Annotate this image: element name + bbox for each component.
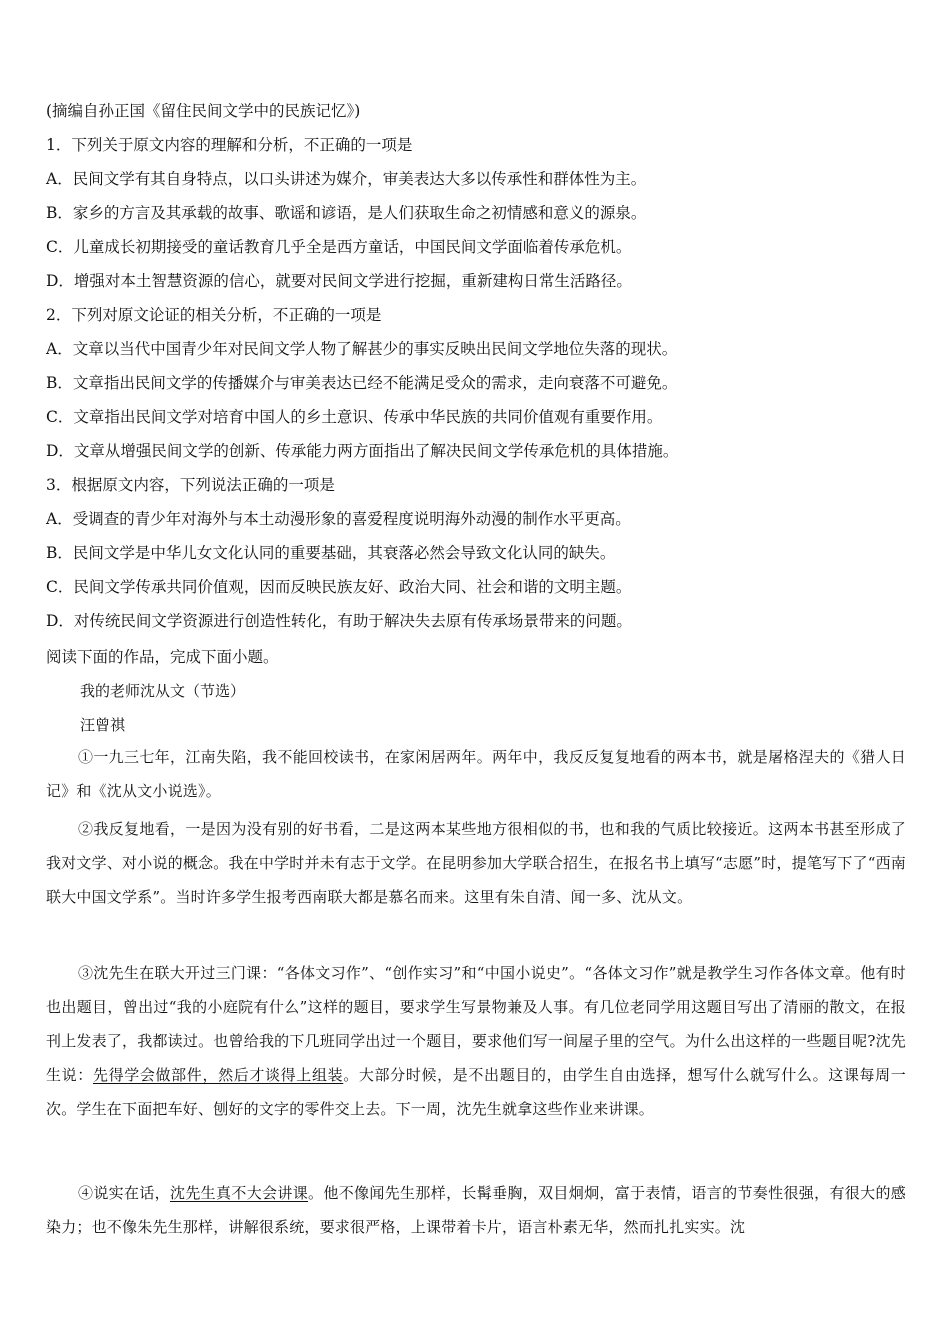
question-3-option-a: A．受调查的青少年对海外与本土动漫形象的喜爱程度说明海外动漫的制作水平更高。 [46, 510, 631, 528]
question-1-option-a: A．民间文学有其自身特点，以口头讲述为媒介，审美表达大多以传承性和群体性为主。 [46, 170, 647, 188]
essay-author: 汪曾祺 [80, 716, 126, 734]
source-note: (摘编自孙正国《留住民间文学中的民族记忆》) [46, 102, 361, 120]
essay-paragraph-4 [46, 1176, 906, 1244]
essay-paragraph-2: ②我反复地看，一是因为没有别的好书看，二是这两本某些地方很相似的书，也和我的气质比较接近。这两本书甚至形成了我对文学、对小说的概念。我在中学时并未有志于文学。在昆明参加大学联合招生，在报名书上填写“志愿”时，提笔写下了“西南联大中国文学系”。当时许多学生报考西南联大都是慕名而来。这里有朱自清、闻一多、沈从文。 [46, 820, 906, 906]
question-1-option-b: B．家乡的方言及其承载的故事、歌谣和谚语，是人们获取生命之初情感和意义的源泉。 [46, 204, 647, 222]
paragraph-4-text-end: 。他不像闻先生那样，长髯垂胸，双目炯炯，富于表情，语言的节奏性很强，有很大的感染力；也不像朱先生那样，讲解很系统，要求很严格，上课带着卡片，语言朴素无华，然而扎扎实实。沈 [46, 1184, 906, 1236]
question-1-stem: 1．下列关于原文内容的理解和分析，不正确的一项是 [46, 136, 413, 154]
essay-title: 我的老师沈从文（节选） [80, 682, 246, 700]
question-1-option-c: C．儿童成长初期接受的童话教育几乎全是西方童话，中国民间文学面临着传承危机。 [46, 238, 632, 256]
question-1-option-d: D．增强对本土智慧资源的信心，就要对民间文学进行挖掘，重新建构日常生活路径。 [46, 272, 632, 290]
question-3-option-b: B．民间文学是中华儿女文化认同的重要基础，其衰落必然会导致文化认同的缺失。 [46, 544, 616, 562]
essay-paragraph-3 [46, 956, 906, 1126]
reading-instruction: 阅读下面的作品，完成下面小题。 [46, 648, 279, 666]
question-2-stem: 2．下列对原文论证的相关分析，不正确的一项是 [46, 306, 382, 324]
paragraph-3-text-end: 。大部分时候，是不出题目的，由学生自由选择，想写什么就写什么。这课每周一次。学生在下面把车好、刨好的文字的零件交上去。下一周，沈先生就拿这些作业来讲课。 [46, 1066, 906, 1118]
question-2-option-d: D．文章从增强民间文学的创新、传承能力两方面指出了解决民间文学传承危机的具体措施。 [46, 442, 679, 460]
question-3-stem: 3．根据原文内容，下列说法正确的一项是 [46, 476, 335, 494]
underlined-quote-components: 先得学会做部件，然后才谈得上组装 [92, 1066, 344, 1084]
question-3-option-c: C．民间文学传承共同价值观，因而反映民族友好、政治大同、社会和谐的文明主题。 [46, 578, 632, 596]
question-2-option-a: A．文章以当代中国青少年对民间文学人物了解甚少的事实反映出民间文学地位失落的现状。 [46, 340, 678, 358]
underlined-phrase-teaching: 沈先生真不大会讲课 [170, 1184, 309, 1202]
paragraph-3-text-start: ③沈先生在联大开过三门课：“各体文习作”、“创作实习”和“中国小说史”。“各体文习作”就是教学生习作各体文章。他有时也出题目，曾出过“我的小庭院有什么”这样的题目，要求学生写景物兼及人事。有几位老同学用这题目写出了清丽的散文，在报刊上发表了，我都读过。也曾给我的下几班同学出过一个题目，要求他们写一间屋子里的空气。为什么出这样的一些题目呢?沈先生说： [46, 964, 906, 1084]
essay-paragraph-1: ①一九三七年，江南失陷，我不能回校读书，在家闲居两年。两年中，我反反复复地看的两本书，就是屠格涅夫的《猎人日记》和《沈从文小说选》。 [46, 748, 906, 800]
question-3-option-d: D．对传统民间文学资源进行创造性转化，有助于解决失去原有传承场景带来的问题。 [46, 612, 632, 630]
paragraph-4-text-start: ④说实在话， [78, 1184, 171, 1202]
question-2-option-c: C．文章指出民间文学对培育中国人的乡土意识、传承中华民族的共同价值观有重要作用。 [46, 408, 663, 426]
question-2-option-b: B．文章指出民间文学的传播媒介与审美表达已经不能满足受众的需求，走向衰落不可避免。 [46, 374, 678, 392]
